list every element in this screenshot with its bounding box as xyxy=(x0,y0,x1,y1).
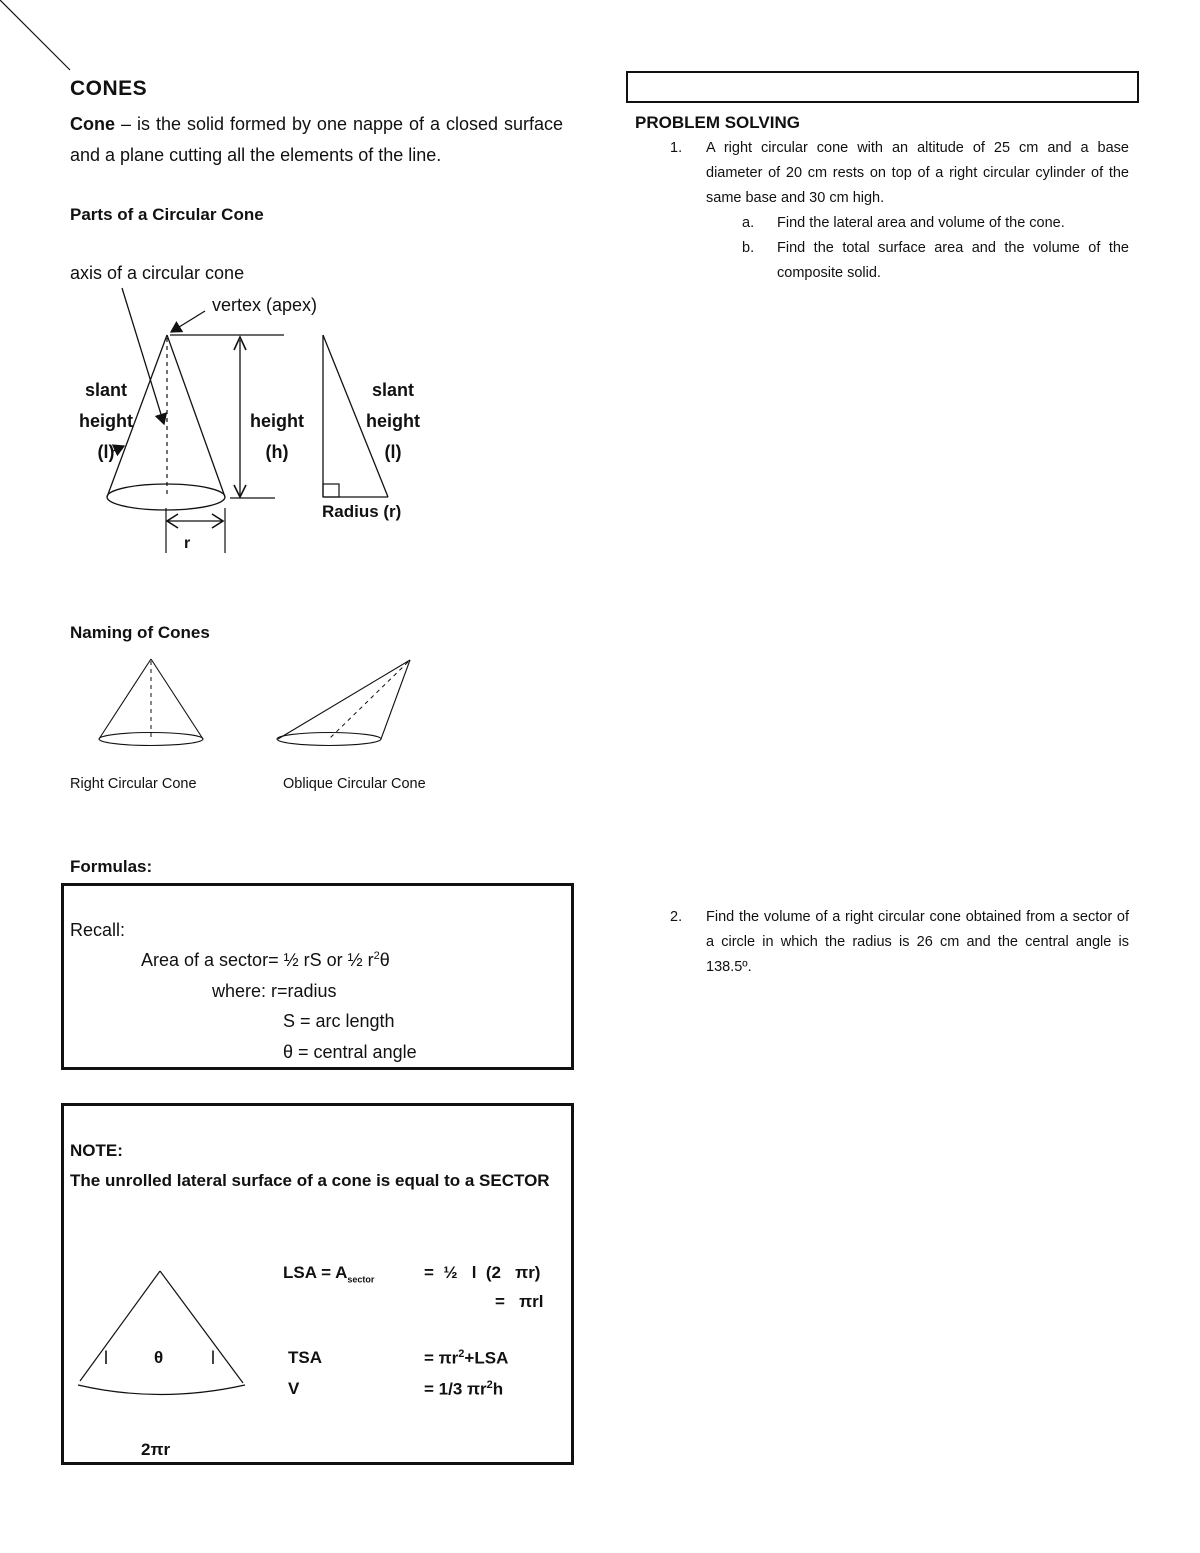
vertex-label: vertex (apex) xyxy=(212,295,318,315)
slant-word: slant xyxy=(84,380,127,400)
tsa-label: TSA xyxy=(288,1348,322,1367)
h-symbol: (h) xyxy=(265,442,289,462)
sector-area-text: Area of a sector= ½ rS or ½ r xyxy=(141,950,374,970)
height-word: height xyxy=(366,411,420,431)
definition-term: Cone xyxy=(70,114,115,134)
problem-solving-heading: PROBLEM SOLVING xyxy=(635,113,800,132)
where-radius: where: r=radius xyxy=(212,981,337,1001)
note-heading: NOTE: xyxy=(70,1141,123,1160)
exponent: 2 xyxy=(373,950,380,962)
problem-1a-letter: a. xyxy=(742,215,755,231)
lsa-equation-2: = πrl xyxy=(495,1292,544,1311)
exponent: 2 xyxy=(458,1348,465,1360)
oblique-cone-caption: Oblique Circular Cone xyxy=(283,776,426,792)
note-text: The unrolled lateral surface of a cone is equal to a SECTOR xyxy=(70,1171,550,1190)
problem-1b-text: Find the total surface area and the volume of the composite solid. xyxy=(777,240,1129,281)
sector-l-right: l xyxy=(211,1348,215,1368)
formulas-heading: Formulas: xyxy=(70,857,153,876)
where-arc-length: S = arc length xyxy=(283,1011,395,1031)
header-box xyxy=(626,71,1139,103)
volume-label: V xyxy=(288,1379,300,1398)
arc-length-label: 2πr xyxy=(141,1440,171,1459)
l-symbol: (l) xyxy=(97,442,115,462)
v-eq-text: = 1/3 πr xyxy=(424,1379,487,1399)
theta-symbol: θ xyxy=(379,950,390,970)
volume-equation xyxy=(424,1379,503,1400)
height-word: height xyxy=(79,411,133,431)
lsa-label xyxy=(283,1263,374,1284)
problem-1-number: 1. xyxy=(670,140,683,156)
axis-label: axis of a circular cone xyxy=(70,263,245,283)
problem-1-text: A right circular cone with an altitude of 25 cm and a base diameter of 20 cm rests on top of a right circular cylinder of the same base and 30 cm high. xyxy=(706,140,1129,206)
tsa-equation xyxy=(424,1348,508,1369)
tsa-eq-suffix: +LSA xyxy=(464,1348,509,1368)
problem-1b-letter: b. xyxy=(742,240,755,256)
page-title: CONES xyxy=(70,77,148,100)
recall-heading: Recall: xyxy=(70,920,126,940)
lsa-subscript: sector xyxy=(347,1274,375,1285)
sector-l-left: l xyxy=(104,1348,108,1368)
slant-word: slant xyxy=(371,380,414,400)
height-word: height xyxy=(250,411,304,431)
sector-theta: θ xyxy=(154,1348,164,1367)
v-eq-suffix: h xyxy=(492,1379,504,1399)
lsa-equation-1: = ½ l (2 πr) xyxy=(424,1263,541,1282)
problem-1a-text: Find the lateral area and volume of the cone. xyxy=(777,215,1065,231)
where-central-angle: θ = central angle xyxy=(283,1042,417,1062)
problem-2-text: Find the volume of a right circular cone obtained from a sector of a circle in which the radius is 26 cm and the central angle is 138.5º. xyxy=(706,909,1129,975)
l-symbol: (l) xyxy=(384,442,402,462)
parts-heading: Parts of a Circular Cone xyxy=(70,205,264,224)
lsa-text: LSA = A xyxy=(283,1263,348,1282)
naming-heading: Naming of Cones xyxy=(70,623,210,642)
problem-2-number: 2. xyxy=(670,909,683,925)
radius-label: Radius (r) xyxy=(322,502,402,521)
definition-text: – is the solid formed by one nappe of a closed surface and a plane cutting all the elements of the line. xyxy=(70,114,563,165)
r-label: r xyxy=(184,535,191,552)
exponent: 2 xyxy=(486,1379,493,1391)
tsa-eq-text: = πr xyxy=(424,1348,459,1368)
right-cone-caption: Right Circular Cone xyxy=(70,776,197,792)
